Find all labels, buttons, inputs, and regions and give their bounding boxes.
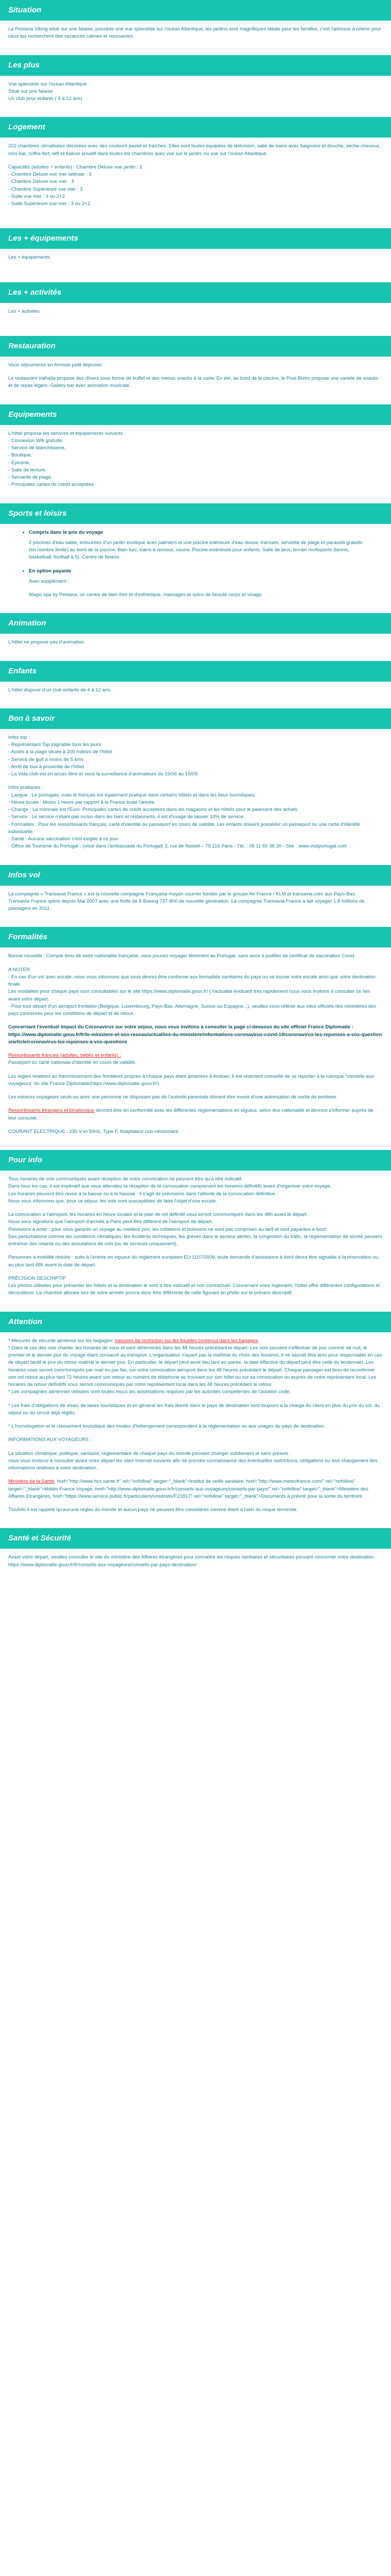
situation-text: La Pestana Viking situé sur une falaise, possède une vue splendide sur l'océan Atlantique, les jardins sont magnifiques idéale pour les familles, c'est l'adresse à retenir pour ceux qui recherchent des vacances calmes et reposantes. <box>8 26 381 40</box>
formalites-coronavirus-link: https://www.diplomatie.gouv.fr/fr/le-ministere-et-son-reseau/actualites-du-ministere/informations-coronavirus-covid-19/coronavirus-les-reponses-a-vos-questions/article/coronavirus-les-reponses-a-vos-questions <box>8 1031 382 1045</box>
list-item <box>29 529 383 562</box>
section-title-plus: Les plus <box>0 55 391 76</box>
section-title-restauration: Restauration <box>0 336 391 357</box>
sports-paid-text: Avec supplément : <box>29 578 69 584</box>
section-enfants <box>0 682 391 708</box>
restauration-p1: Vous séjournerez en formule petit déjeuner. <box>8 362 103 368</box>
section-logement <box>0 138 391 228</box>
section-title-attention: Attention <box>0 1312 391 1332</box>
formalites-ressortissants-link[interactable]: Ressortissants français (adultes, bébés et enfants) : <box>8 1053 121 1058</box>
section-title-logement: Logement <box>0 117 391 138</box>
equipements-lines: L'hôtel propose les services et équipements suivants : - Connexion Wifi gratuite, - Service de blanchisserie, - Boutique, - Épicerie, - Salle de lecture, - Servante de plage, - Principales cartes de crédit acceptées. <box>8 430 126 488</box>
section-title-plus-equipements: Les + équipements <box>0 228 391 249</box>
section-pour-info <box>0 1171 391 1312</box>
liquides-link[interactable]: mesures de restriction sur les liquides contenus dans les bagages <box>115 1337 258 1344</box>
section-bon-a-savoir <box>0 729 391 865</box>
formalites-coronavirus-note: Concernant l'éventuel impact du Coronavirus sur votre séjour, nous vous invitons à consulter la page ci-dessous du site officiel France Diplomatie : <box>8 1024 353 1030</box>
restauration-p2: Le restaurant Valhalla propose des dîners sous forme de buffet et des menus snacks à la carte. En été, au bord de la piscine, le Pool Bistro propose une variété de snacks et de repas légers. Gallery bar avec animation musicale. <box>8 376 379 389</box>
section-sports <box>0 524 391 614</box>
pour-info-p4: PRÉCISION DESCRIPTIF Les photos utilisées pour présenter les hôtels et la destination le sont à titre indicatif et non contractuel. Concernant votre logement, l'hôtel offre différentes configurations et décorations. La chambre allouée lors de votre arrivée pourra donc être différente de celle figurant en photo sur le présent descriptif. <box>8 1275 380 1296</box>
section-formalites <box>0 947 391 1150</box>
formalites-p5: Les mineurs voyageant seuls ou avec une personne ne disposant pas de l'autorité parentale doivent être munis d'une autorisation de sortie de territoire. <box>8 1094 337 1100</box>
infos-vol-text: La compagnie « Transavia France » est la nouvelle compagnie Française moyen courrier fondée par le groupe Air France / KLM et transavia.com aux Pays-Bas. Transavia France opère depuis Mai 2007 avec une flotte de 8 Boeing 737-800 de nouvelle génération. La compagnie Transavia France a fait voyager 1,8 millions de passagers en 2011. <box>8 891 365 911</box>
formalites-a-noter: A NOTER - En cas d'un vol avec escale, nous vous informons que vous devrez être conforme aux formalités sanitaires du pays ou se trouve votre escale ainsi que votre destination finale. Les modalités pour chaque pays sont consultables sur le site https://www.diplomatie.gouv.fr/ ( l'actualité évoluant très rapidement nous vous invitons à consulter ce lien avant votre départ. - Pour tout départ d'un aéroport frontalier (Belgique, Luxembourg, Pays-Bas, Allemagne, Suisse ou Espagne...), veuillez vous référer aux sites officiels des ministères des pays concernés pour les conditions de départ et de retour. <box>8 967 376 1016</box>
section-plus <box>0 76 391 117</box>
bon-a-savoir-top: Infos top : - Représentant Top joignable tous les jours - Accès à la plage située à 200 mètres de l'hôtel - Service de golf à moins de 5 kms - Arrêt de bus à proximité de l'hôtel - La Vida club est en accès libre et sous la surveillance d'animateurs du 15/06 au 15/09. <box>8 734 199 777</box>
section-plus-activites <box>0 303 391 336</box>
sports-paid-extra: Magic spa by Pestana, un centre de bien être et d'esthétique, massages et soins de beauté corps et visage. <box>29 592 263 598</box>
section-equipements <box>0 425 391 503</box>
section-situation <box>0 21 391 55</box>
section-title-plus-activites: Les + activités <box>0 282 391 303</box>
attention-p6: Ministère de la Santé, href="http://www.hcs.sante.fr" rel="nofollow" target="_blank">Institut de veille sanitaire, href="http://www.meteofrance.com/" rel="nofollow" target="_blank">Météo France Voyage, href="http://www.diplomatie.gouv.fr/fr/conseils-aux-voyageurs/conseils-par-pays/" rel="nofollow" target="_blank">Ministère des Affaires Etrangères, href="https://www.service-public.fr/particuliers/vosdroits/F21817" rel="nofollow" target="_blank">Documents à prévoir pour la sortie du territoire. <box>8 1479 368 1499</box>
formalites-courant: COURANT ELECTRIQUE : 230 V et 50Hz, Type F. Adaptateur non nécessaire. <box>8 1128 180 1134</box>
plus-lines: Vue splendide sur l'océan Atlantique Situé sur une falaise Un club pour enfants ( 4 à 12 ans) <box>8 81 87 101</box>
animation-text: L'hôtel ne propose pas d'animation. <box>8 639 86 646</box>
section-title-animation: Animation <box>0 613 391 634</box>
section-title-bon-a-savoir: Bon à savoir <box>0 708 391 729</box>
attention-p2: * Les frais d'obligations de visas, de taxes touristiques et en général les frais liberté dans le pays de destination sont toujours à la charge du client en plus du prix du vol, du séjour ou du circuit déjà réglés. <box>8 1402 380 1416</box>
logement-capacity: Capacités (adultes + enfants) : Chambre Deluxe vue jardin : 2 - Chambre Deluxe vue mer latérale : 3 - Chambre Deluxe vue mer : 3 - Chambre Supérieure vue mer : 3 - Suite vue mer : 3 ou 2+2 - Suite Supérieure vue mer : 3 ou 2+2. <box>8 164 143 207</box>
attention-p4: INFORMATIONS AUX VOYAGEURS : <box>8 1437 92 1443</box>
formalites-p4: Les règles relatives au franchissement des frontières propres à chaque pays étant amenées à évoluer, il est vivement conseillé de se reporter à la rubrique "conseils aux voyageurs" du site France Diplomatie(https://www.diplomatie.gouv.fr/). <box>8 1073 374 1087</box>
section-title-situation: Situation <box>0 0 391 21</box>
section-title-sante: Santé et Sécurité <box>0 1528 391 1549</box>
attention-p5: La situation climatique, politique, sanitaire, réglementaire de chaque pays du monde pouvant changer subitement et sans préavis : nous vous invitons à consulter avant votre départ les sites Internet suivants afin de prendre connaissance des éventuelles restrictions, obligations ou tout changement des informations relatives à votre destination. <box>8 1450 378 1471</box>
formalites-etrangers-link[interactable]: Ressortissants étrangers et binationaux <box>8 1108 94 1114</box>
section-title-sports: Sports et loisirs <box>0 503 391 524</box>
section-animation <box>0 634 391 660</box>
attention-p3: * L'homologation et le classement touristique des modes d'hébergement correspondent à la réglementation ou aux usages du pays de destination. <box>8 1423 325 1429</box>
sports-option-list <box>8 529 383 586</box>
section-title-formalites: Formalités <box>0 927 391 947</box>
attention-p7: Tlouhito il est rappelé qu'aucune règles du monde et aucun pays ne peuvent être considérés comme étant à l'abri du risque terroriste. <box>8 1507 298 1513</box>
sports-paid-title: En option payante <box>29 568 72 574</box>
section-infos-vol <box>0 886 391 927</box>
list-item <box>29 568 383 586</box>
logement-intro: 202 chambres climatisées décorées avec des couleurs pastel et fraîches. Elles sont toutes équipées de télévision, salle de bains avec baignoire et douche, sèche-cheveux, mini-bar, coffre-fort, wifi et balcon privatif dans toutes les chambres avec vue sur le jardin, ou vue sur l'océan Atlantique. <box>8 143 381 157</box>
pour-info-p3: Personnes à mobilité réduite : suite à l'entrée en vigueur du règlement européen EU 1107/2006, toute demande d'assistance à bord devra être signalée à la réservation ou au plus tard 48h avant la date de départ. <box>8 1255 379 1268</box>
sante-text: Avant votre départ, veuillez consulter le site du ministère des Affaires étrangères pour connaître les risques sanitaires et sécuritaires pouvant concerner votre destination : https://www.diplomatie.gouv.fr/fr/conseils-aux-voyageurs/conseils-par-pays-destination/ <box>8 1554 377 1568</box>
enfants-text: L'hôtel dispose d'un club enfants de 4 à 12 ans. <box>8 687 112 693</box>
section-sante <box>0 1549 391 1583</box>
section-title-enfants: Enfants <box>0 661 391 682</box>
bon-a-savoir-pratiques: Infos pratiques : - Langue : Le portugais, mais le français est également pratiqué dans certains hôtels et dans les lieux touristiques. - Heure locale : Moins 1 heure par rapport à la France toute l'année. - Change : La monnaie est l'Euro. Principales cartes de crédit acceptées dans les magasins et les hôtels pour le paiement des achats. - Service : Le service n'étant pas inclus dans les bars et restaurants, il est d'usage de laisser 10% de service. - Formalités : Pour les ressortissants français, carte d'identité ou passeport en cours de validité. Les enfants doivent posséder un passeport ou une carte d'identité individuelle. - Santé : Aucune vaccination n'est exigée à ce jour. - Office de Tourisme du Portugal : (situé dans l'ambassade du Portugal) 3, rue de Noisiel – 75 116 Paris - Tél. : 06 11 65 38 30 - Site : www.visitportugal.com <box>8 785 360 850</box>
section-restauration <box>0 357 391 404</box>
pour-info-p2: La convocation à l'aéroport, les horaires en heure locales et le plan de vol définitif vous seront communiqués dans les 48h avant le départ. Nous vous signalons que l'aéroport d'arrivée à Paris peut être différent de l'aéroport de départ. Prévisions à noter : pour vous garantir un voyage au meilleur prix, les collations et boissons ne sont pas comprises au tarif et sont payantes à bord. Des perturbations comme les conditions climatiques, les incidents techniques, les grèves dans le secteur aérien, la congestion du trafic, la règlementation de sûreté peuvent entraîner des retards ou des annulations de vols (ou de services uniquement). <box>8 1212 382 1247</box>
formalites-p3: Passeport ou carte nationale d'identité en cours de validité. <box>8 1060 137 1066</box>
attention-p1: * Mesures de sécurité aérienne sur les bagages: mesures de restriction sur les liquides contenus dans les bagages. * Dans le cas des vols charter, les horaires de vous et sont déterminés dans les 48 heures précédant le départ. Les vols peuvent s'effectuer de jour comme de nuit, le premier et le dernier jour du voyage étant consacré au transport. L'organisateur n'ayant pas la maîtrise du choix des horaires, il ne saurait être tenu pour responsable en cas de départ tardif le jour du retour matinal le dernier jour. En particulier, le départ peut avoir lieu tard en soirée, la date effective du départ peut être celle du lendemain. Les horaires vous seront communiqués par mail ou par fax, sur votre convocation aéroport dans les 48 heures précédant le départ. Chaque passager est tenu de reconfirmer son vol retour au plus tard 72 heures avant son retour au numéro de téléphone se trouvant sur son billet ou sur sa convocation ou auprès de notre représentant local. Les horaires de retour définitifs vous seront communiqués par notre représentant local dans les 48 heures précédant le retour. * Les compagnies aériennes utilisées sont toutes reçus les autorisations requises par les autorités compétentes de l'aviation civile. <box>8 1337 382 1395</box>
section-title-equipements: Equipements <box>0 404 391 425</box>
sports-included-title: Compris dans le prix du voyage <box>29 529 103 535</box>
section-attention <box>0 1332 391 1529</box>
formalites-p1: Bonne nouvelle : Compte tenu de votre nationalité française, vous pouvez voyager librement au Portugal, sans avoir à justifier de certificat de vaccination Covid. <box>8 953 356 959</box>
section-title-pour-info: Pour info <box>0 1150 391 1171</box>
ministere-sante-link[interactable]: Ministère de la Santé <box>8 1479 55 1485</box>
plus-activites-text: Les + activités <box>8 308 40 314</box>
section-title-infos-vol: Infos vol <box>0 865 391 886</box>
plus-equipements-text: Les + équipements <box>8 255 50 261</box>
formalites-etrangers: Ressortissants étrangers et binationaux devront être en conformité avec les différentes réglementations en vigueur, selon leur nationalité et devront s'informer auprès de leur consulat. <box>8 1108 373 1121</box>
pour-info-p1: Tous horaires de vols communiqués avant réception de votre convocation ne peuvent être qu'à titre indicatif. Dans tous les cas, il est impératif que vous attendiez la réception de la convocation comprenant les horaires définitifs avant d'organiser votre voyage. Les horaires peuvent être revus à la baisse ou à la hausse : il s'agit de prévisions dans l'attente de la convocation définitive. Nous vous informons que, pour ce séjour, les vols sont susceptibles de faire l'objet d'une escale. <box>8 1176 332 1204</box>
section-plus-equipements <box>0 249 391 282</box>
sports-included-text: 2 piscines d'eau salée, entourées d'un jardin exotique avec palmiers et une piscine intérieure d'eau douce, transats, serviette de plage et parasols gratuits (en nombre limité) au bord de la piscine. Bain turc, bains à remous, sauna. Piscine extérieure pour enfants. Salle de jeux, terrain multisports (tennis, basketball, football à 5). Centre de fitness. <box>29 539 363 561</box>
